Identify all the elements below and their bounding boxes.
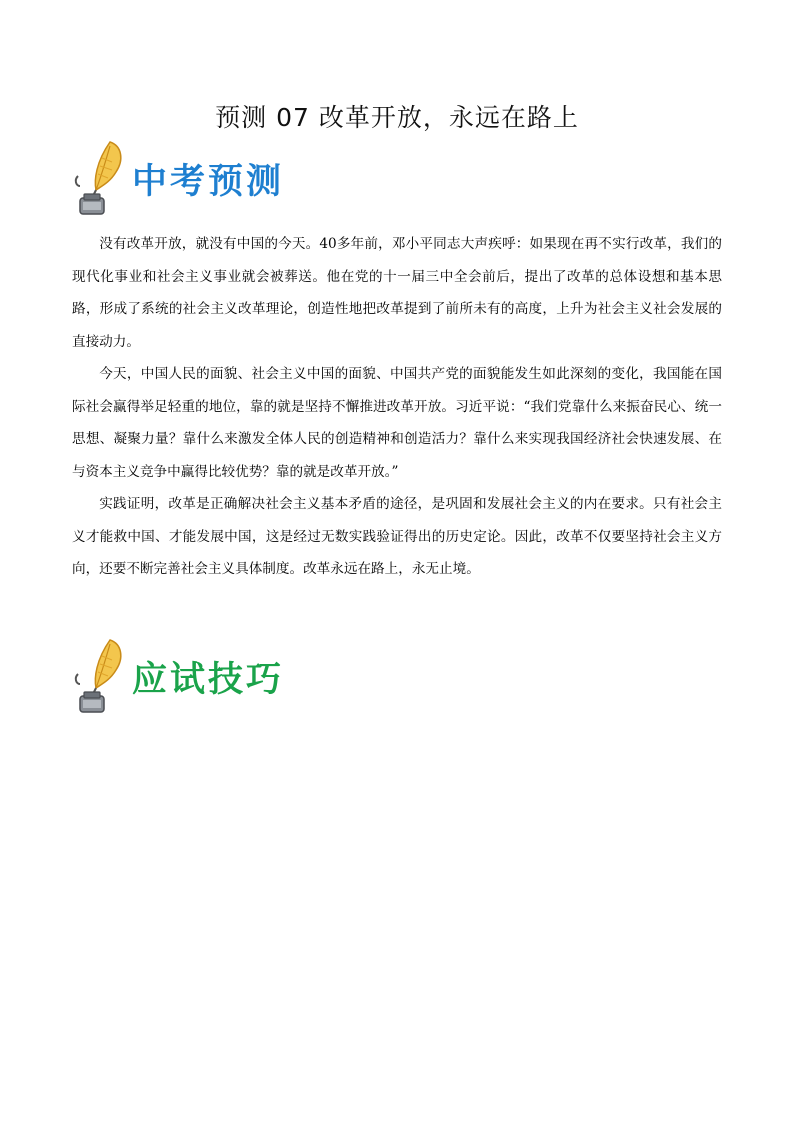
section-header-exam-tips: [72, 638, 332, 716]
paragraph: 没有改革开放，就没有中国的今天。40多年前，邓小平同志大声疾呼：如果现在再不实行改革，我们的现代化事业和社会主义事业就会被葬送。他在党的十一届三中全会前后，提出了改革的总体设想和基本思路，形成了系统的社会主义改革理论，创造性地把改革提到了前所未有的高度，上升为社会主义社会发展的直接动力。: [72, 236, 722, 350]
paragraph: 实践证明，改革是正确解决社会主义基本矛盾的途径，是巩固和发展社会主义的内在要求。只有社会主义才能救中国、才能发展中国，这是经过无数实践验证得出的历史定论。因此，改革不仅要坚持社会主义方向，还要不断完善社会主义具体制度。改革永远在路上，永无止境。: [72, 496, 722, 577]
quill-inkwell-icon: [72, 140, 128, 218]
section-header-forecast: [72, 140, 332, 218]
section-title: 中考预测: [132, 162, 285, 202]
section-title: 应试技巧: [132, 660, 285, 700]
quill-inkwell-icon: [72, 638, 128, 716]
page-title: 预测 07 改革开放，永远在路上: [215, 103, 579, 132]
article-body: [72, 228, 722, 586]
paragraph: 今天，中国人民的面貌、社会主义中国的面貌、中国共产党的面貌能发生如此深刻的变化，我国能在国际社会赢得举足轻重的地位，靠的就是坚持不懈推进改革开放。习近平说：“我们党靠什么来振奋民心、统一思想、凝聚力量？靠什么来激发全体人民的创造精神和创造活力？靠什么来实现我国经济社会快速发展、在与资本主义竞争中赢得比较优势？靠的就是改革开放。”: [72, 366, 722, 480]
